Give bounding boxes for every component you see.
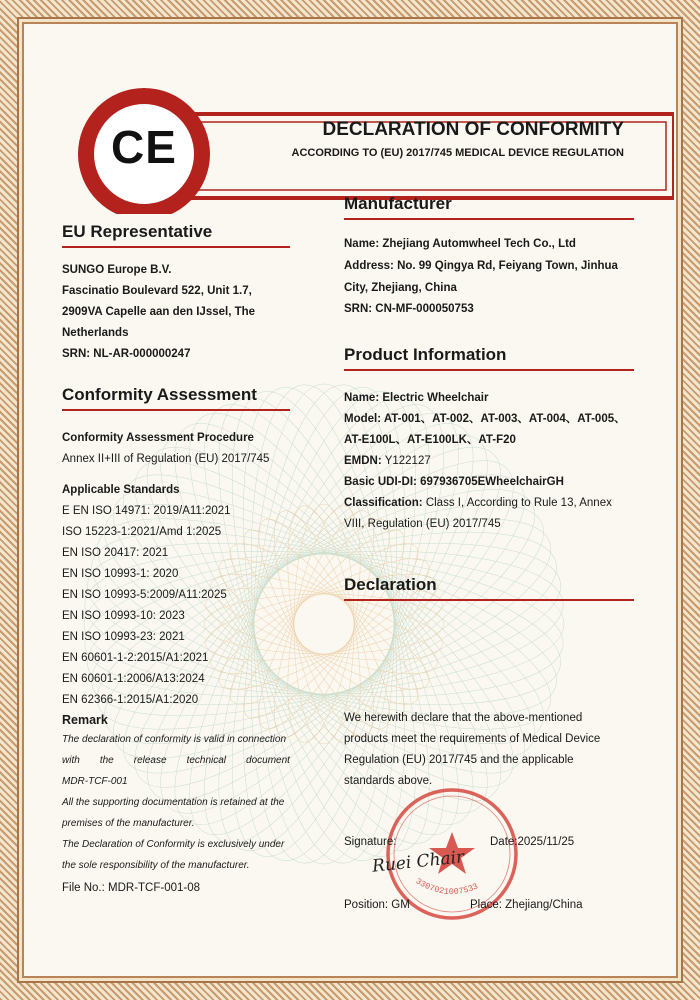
stamp-number: 3307021007533	[413, 876, 480, 898]
document-title: DECLARATION OF CONFORMITY	[322, 119, 624, 140]
product-heading: Product Information	[344, 345, 507, 364]
manufacturer-heading: Manufacturer	[344, 194, 452, 213]
guilloche-line	[224, 513, 424, 735]
ce-mark: CE	[111, 121, 177, 173]
guilloche-line	[205, 538, 443, 710]
certificate-page	[22, 22, 678, 978]
remark-word: the	[99, 755, 114, 766]
section-rule	[62, 246, 290, 248]
signature-label: Signature:	[344, 836, 397, 848]
remark-word: release	[133, 755, 167, 766]
product-model: Model: AT-001、AT-002、AT-003、AT-004、AT-005、	[344, 413, 626, 425]
eu-rep-heading: EU Representative	[62, 222, 213, 241]
remark-heading: Remark	[62, 713, 108, 727]
guilloche-line	[213, 524, 435, 724]
declaration-line: Regulation (EU) 2017/745 and the applicable	[344, 754, 574, 766]
manufacturer-srn: SRN: CN-MF-000050753	[344, 303, 474, 315]
name-value: Zhejiang Automwheel Tech Co., Ltd	[382, 238, 576, 250]
eu-rep-line: Netherlands	[62, 327, 129, 339]
standard-item: EN 60601-1-2:2015/A1:2021	[62, 652, 209, 664]
product-classification-line2: VIII, Regulation (EU) 2017/745	[344, 518, 501, 530]
eu-rep-srn: SRN: NL-AR-000000247	[62, 348, 191, 360]
standard-item: ISO 15223-1:2021/Amd 1:2025	[62, 526, 222, 538]
remark-line: MDR-TCF-001	[62, 776, 128, 787]
manufacturer-address	[344, 256, 618, 277]
manufacturer-address-line2: City, Zhejiang, China	[344, 282, 457, 294]
standard-item: EN ISO 10993-10: 2023	[62, 610, 185, 622]
eu-rep-line: 2909VA Capelle aan den IJssel, The	[62, 306, 256, 318]
guilloche-line	[204, 594, 444, 654]
signer-position: Position: GM	[344, 899, 410, 911]
section-rule	[344, 369, 634, 371]
conformity-heading: Conformity Assessment	[62, 385, 257, 404]
standards-label: Applicable Standards	[62, 484, 180, 496]
product-name: Name: Electric Wheelchair	[344, 392, 489, 404]
section-rule	[344, 599, 634, 601]
manufacturer-name	[344, 234, 576, 255]
remark-word: document	[246, 755, 290, 766]
document-subtitle: ACCORDING TO (EU) 2017/745 MEDICAL DEVICE REGULATION	[291, 147, 624, 159]
standard-item: EN ISO 20417: 2021	[62, 547, 169, 559]
signing-place: Place: Zhejiang/China	[470, 899, 583, 911]
remark-line: the sole responsibility of the manufacturer.	[62, 860, 250, 871]
class-value: Class I, According to Rule 13, Annex	[425, 497, 612, 509]
remark-word: technical	[186, 755, 227, 766]
standard-item: E EN ISO 14971: 2019/A11:2021	[62, 505, 231, 517]
udi-label: Basic UDI-DI:	[344, 476, 417, 488]
class-label: Classification:	[344, 497, 423, 509]
procedure-value: Annex II+III of Regulation (EU) 2017/745	[62, 453, 270, 465]
address-label: Address:	[344, 260, 394, 272]
eu-rep-line: Fascinatio Boulevard 522, Unit 1.7,	[62, 285, 252, 297]
declaration-heading: Declaration	[344, 575, 437, 594]
section-rule	[62, 409, 290, 411]
declaration-line: We herewith declare that the above-mentioned	[344, 712, 583, 724]
standard-item: EN ISO 10993-5:2009/A11:2025	[62, 589, 227, 601]
address-value: No. 99 Qingya Rd, Feiyang Town, Jinhua	[397, 260, 618, 272]
declaration-line: products meet the requirements of Medical Device	[344, 733, 601, 745]
remark-word: with	[62, 755, 80, 766]
emdn-value: Y122127	[384, 455, 431, 467]
signature-date: Date:2025/11/25	[490, 836, 575, 848]
file-number: File No.: MDR-TCF-001-08	[62, 882, 201, 894]
declaration-line: standards above.	[344, 775, 433, 787]
udi-value: 697936705EWheelchairGH	[420, 476, 564, 488]
standard-item: EN ISO 10993-1: 2020	[62, 568, 179, 580]
name-label: Name:	[344, 238, 380, 250]
eu-rep-line: SUNGO Europe B.V.	[62, 264, 172, 276]
emdn-label: EMDN:	[344, 455, 382, 467]
product-udi	[344, 472, 564, 493]
guilloche-line	[205, 538, 443, 710]
remark-line: The declaration of conformity is valid in connection	[62, 734, 287, 745]
guilloche-line	[213, 524, 435, 724]
product-model-line2: AT-E100L、AT-E100LK、AT-F20	[344, 434, 516, 446]
product-emdn	[344, 451, 431, 472]
remark-line: The Declaration of Conformity is exclusively under	[62, 839, 285, 850]
standard-item: EN ISO 10993-23: 2021	[62, 631, 185, 643]
section-rule	[344, 218, 634, 220]
standard-item: EN 62366-1:2015/A1:2020	[62, 694, 199, 706]
standard-item: EN 60601-1:2006/A13:2024	[62, 673, 205, 685]
guilloche-line	[224, 513, 424, 735]
procedure-label: Conformity Assessment Procedure	[62, 432, 254, 444]
signature: Ruei Chair	[371, 847, 466, 877]
product-classification	[344, 493, 612, 514]
remark-line	[62, 755, 290, 766]
remark-line: All the supporting documentation is retained at the	[62, 797, 285, 808]
remark-line: premises of the manufacturer.	[62, 818, 195, 829]
